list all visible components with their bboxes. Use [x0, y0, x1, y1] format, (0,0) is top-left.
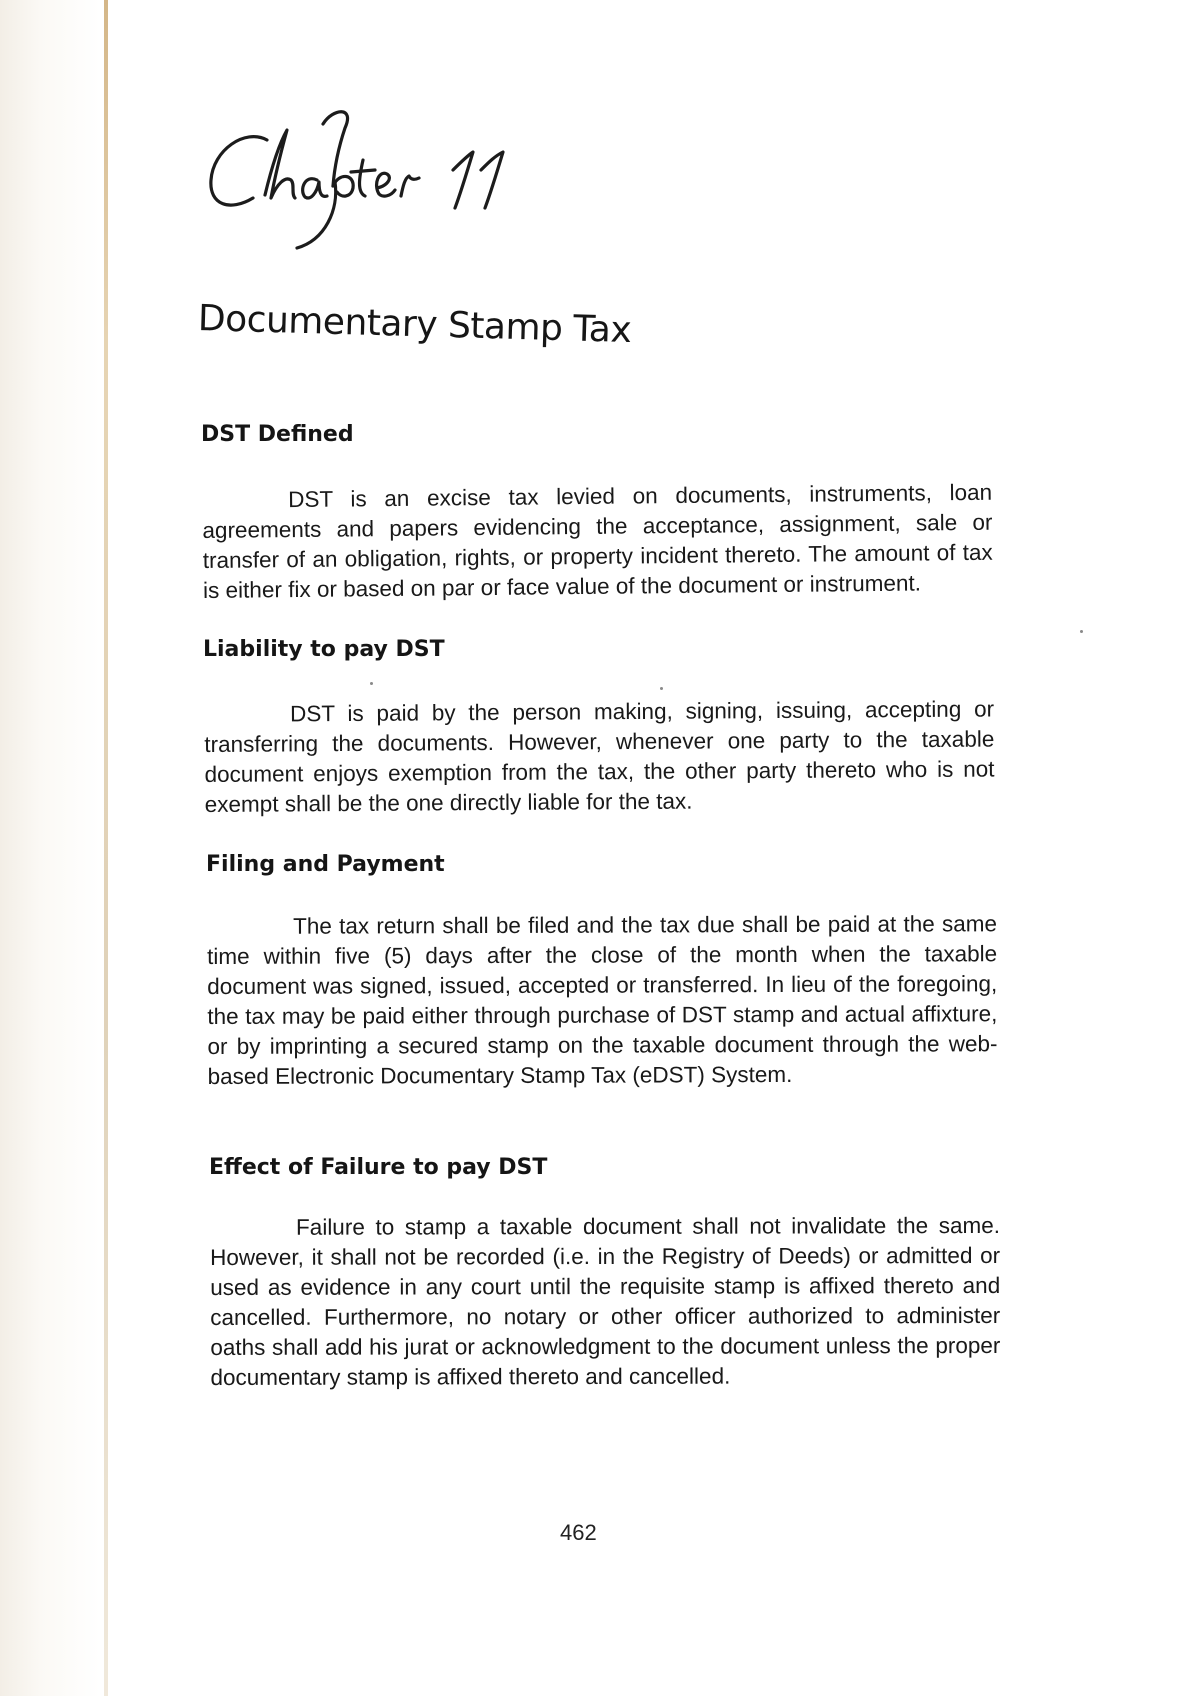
scan-speck	[370, 682, 373, 685]
scan-speck	[1080, 630, 1083, 633]
section-heading-filing-payment: Filing and Payment	[206, 852, 445, 877]
chapter-title: Documentary Stamp Tax	[197, 298, 632, 352]
chapter-handwritten-label	[205, 100, 625, 280]
chapter-script-drawing	[205, 100, 625, 280]
page-number: 462	[560, 1520, 597, 1545]
page-spine	[104, 0, 108, 1696]
section-heading-dst-defined: DST Defined	[201, 422, 354, 447]
section-heading-liability: Liability to pay DST	[203, 637, 445, 662]
section-body-liability: DST is paid by the person making, signing, issuing, accepting or transferring the documents. However, whenever one party to the taxable document enjoys exemption from the tax, the other party thereto who is not exempt shall be the one directly liable for the tax.	[204, 696, 995, 817]
section-body-failure: Failure to stamp a taxable document shall not invalidate the same. However, it shall not be recorded (i.e. in the Registry of Deeds) or admitted or used as evidence in any court until the requisite stamp is affixed thereto and cancelled. Furthermore, no notary or other officer authorized to administer oaths shall add his jurat or acknowledgment to the document unless the proper documentary stamp is affixed thereto and cancelled.	[210, 1212, 1001, 1390]
scan-speck	[660, 687, 663, 690]
section-heading-failure: Effect of Failure to pay DST	[209, 1155, 548, 1180]
page-edge-shadow	[0, 0, 112, 1696]
section-body-filing-payment: The tax return shall be filed and the tax due shall be paid at the same time within five (5) days after the close of the month when the taxable document was signed, issued, accepted or transferred. In lieu of the foregoing, the tax may be paid either through purchase of DST stamp and actual affixture, or by imprinting a secured stamp on the taxable document through the web-based Electronic Documentary Stamp Tax (eDST) System.	[207, 911, 998, 1089]
section-body-dst-defined: DST is an excise tax levied on documents, instruments, loan agreements and papers evidencing the acceptance, assignment, sale or transfer of an obligation, rights, or property incident thereto. The amount of tax is either fix or based on par or face value of the document or instrument.	[202, 479, 993, 603]
